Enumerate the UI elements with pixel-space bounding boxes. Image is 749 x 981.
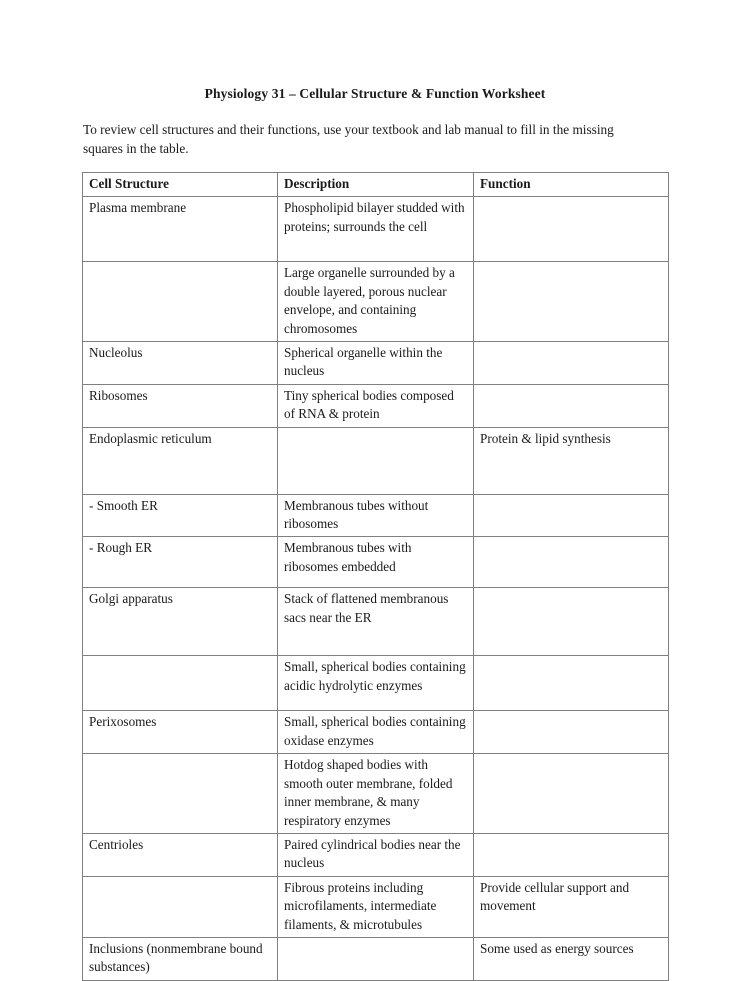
cell-structure-cell[interactable] bbox=[83, 342, 278, 385]
description-cell-text: Membranous tubes with ribosomes embedded bbox=[284, 540, 412, 574]
cell-structure-cell-text: - Smooth ER bbox=[89, 497, 158, 513]
description-cell-text: Phospholipid bilayer studded with proteins; surrounds the cell bbox=[284, 200, 465, 234]
cell-structure-cell-text: Endoplasmic reticulum bbox=[89, 430, 212, 446]
function-cell[interactable] bbox=[474, 384, 669, 427]
cell-structure-cell[interactable] bbox=[83, 711, 278, 754]
column-header-cell-structure: Cell Structure bbox=[83, 173, 278, 197]
cell-structure-cell[interactable] bbox=[83, 427, 278, 494]
cell-structure-cell[interactable] bbox=[83, 754, 278, 834]
cell-structure-cell[interactable] bbox=[83, 537, 278, 588]
table-row bbox=[83, 711, 669, 754]
function-cell[interactable] bbox=[474, 262, 669, 342]
description-cell[interactable] bbox=[278, 876, 474, 937]
function-cell[interactable] bbox=[474, 656, 669, 711]
cell-structure-cell-text: Perixosomes bbox=[89, 714, 157, 730]
function-cell-text: Provide cellular support and movement bbox=[480, 879, 630, 914]
cell-structure-cell[interactable] bbox=[83, 876, 278, 937]
description-cell[interactable] bbox=[278, 656, 474, 711]
function-cell[interactable] bbox=[474, 754, 669, 834]
cell-structure-table bbox=[82, 172, 669, 981]
page-title: Physiology 31 – Cellular Structure & Function Worksheet bbox=[204, 86, 546, 101]
worksheet-table-container bbox=[82, 172, 668, 981]
description-cell[interactable] bbox=[278, 588, 474, 656]
description-cell-text: Tiny spherical bodies composed of RNA & protein bbox=[284, 387, 454, 422]
cell-structure-cell-text: Nucleolus bbox=[89, 345, 143, 361]
function-cell[interactable] bbox=[474, 494, 669, 537]
cell-structure-cell[interactable] bbox=[83, 262, 278, 342]
cell-structure-cell-text: Plasma membrane bbox=[89, 200, 187, 216]
description-cell-text: Paired cylindrical bodies near the nucleus bbox=[284, 836, 461, 871]
table-header bbox=[83, 173, 669, 197]
table-row bbox=[83, 384, 669, 427]
description-cell[interactable] bbox=[278, 427, 474, 494]
function-cell[interactable] bbox=[474, 833, 669, 876]
cell-structure-cell-text: - Rough ER bbox=[89, 540, 153, 556]
table-row bbox=[83, 588, 669, 656]
description-cell-text: Large organelle surrounded by a double layered, porous nuclear envelope, and containing chromosomes bbox=[284, 265, 455, 336]
table-row bbox=[83, 427, 669, 494]
description-cell[interactable] bbox=[278, 197, 474, 262]
table-row bbox=[83, 262, 669, 342]
cell-structure-cell[interactable] bbox=[83, 384, 278, 427]
column-header-function: Function bbox=[474, 173, 669, 197]
description-cell-text: Small, spherical bodies containing oxidase enzymes bbox=[284, 714, 466, 748]
table-row bbox=[83, 342, 669, 385]
cell-structure-cell-text: Ribosomes bbox=[89, 387, 148, 403]
cell-structure-cell[interactable] bbox=[83, 588, 278, 656]
description-cell[interactable] bbox=[278, 711, 474, 754]
description-cell[interactable] bbox=[278, 833, 474, 876]
description-cell-text: Fibrous proteins including microfilaments, intermediate filaments, & microtubules bbox=[284, 879, 437, 932]
description-cell[interactable] bbox=[278, 494, 474, 537]
function-cell[interactable] bbox=[474, 588, 669, 656]
description-cell[interactable] bbox=[278, 384, 474, 427]
cell-structure-cell-text: Golgi apparatus bbox=[89, 591, 173, 607]
function-cell[interactable] bbox=[474, 427, 669, 494]
description-cell-text: Hotdog shaped bodies with smooth outer membrane, folded inner membrane, & many respiratory enzymes bbox=[284, 757, 453, 828]
description-cell-text: Stack of flattened membranous sacs near the ER bbox=[284, 591, 449, 625]
description-cell[interactable] bbox=[278, 937, 474, 980]
description-cell[interactable] bbox=[278, 262, 474, 342]
description-cell-text: Membranous tubes without ribosomes bbox=[284, 497, 429, 532]
description-cell[interactable] bbox=[278, 537, 474, 588]
table-body bbox=[83, 197, 669, 980]
table-header-row bbox=[83, 173, 669, 197]
description-cell[interactable] bbox=[278, 342, 474, 385]
cell-structure-cell-text: Centrioles bbox=[89, 836, 144, 852]
table-row bbox=[83, 197, 669, 262]
cell-structure-cell[interactable] bbox=[83, 833, 278, 876]
function-cell-text: Some used as energy sources bbox=[480, 940, 634, 956]
description-cell-text: Small, spherical bodies containing acidic hydrolytic enzymes bbox=[284, 659, 466, 693]
table-row bbox=[83, 494, 669, 537]
cell-structure-cell[interactable] bbox=[83, 656, 278, 711]
cell-structure-cell[interactable] bbox=[83, 937, 278, 980]
intro-paragraph: To review cell structures and their functions, use your textbook and lab manual to fill in the missing squares in the table. bbox=[83, 122, 614, 156]
cell-structure-cell-text: Inclusions (nonmembrane bound substances) bbox=[89, 940, 263, 975]
description-cell[interactable] bbox=[278, 754, 474, 834]
function-cell-text: Protein & lipid synthesis bbox=[480, 430, 611, 446]
function-cell[interactable] bbox=[474, 342, 669, 385]
table-row bbox=[83, 833, 669, 876]
function-cell[interactable] bbox=[474, 937, 669, 980]
function-cell[interactable] bbox=[474, 711, 669, 754]
function-cell[interactable] bbox=[474, 197, 669, 262]
function-cell[interactable] bbox=[474, 537, 669, 588]
table-row bbox=[83, 937, 669, 980]
table-row bbox=[83, 537, 669, 588]
column-header-description: Description bbox=[278, 173, 474, 197]
cell-structure-cell[interactable] bbox=[83, 494, 278, 537]
table-row bbox=[83, 656, 669, 711]
cell-structure-cell[interactable] bbox=[83, 197, 278, 262]
description-cell-text: Spherical organelle within the nucleus bbox=[284, 345, 443, 379]
function-cell[interactable] bbox=[474, 876, 669, 937]
table-row bbox=[83, 876, 669, 937]
table-row bbox=[83, 754, 669, 834]
